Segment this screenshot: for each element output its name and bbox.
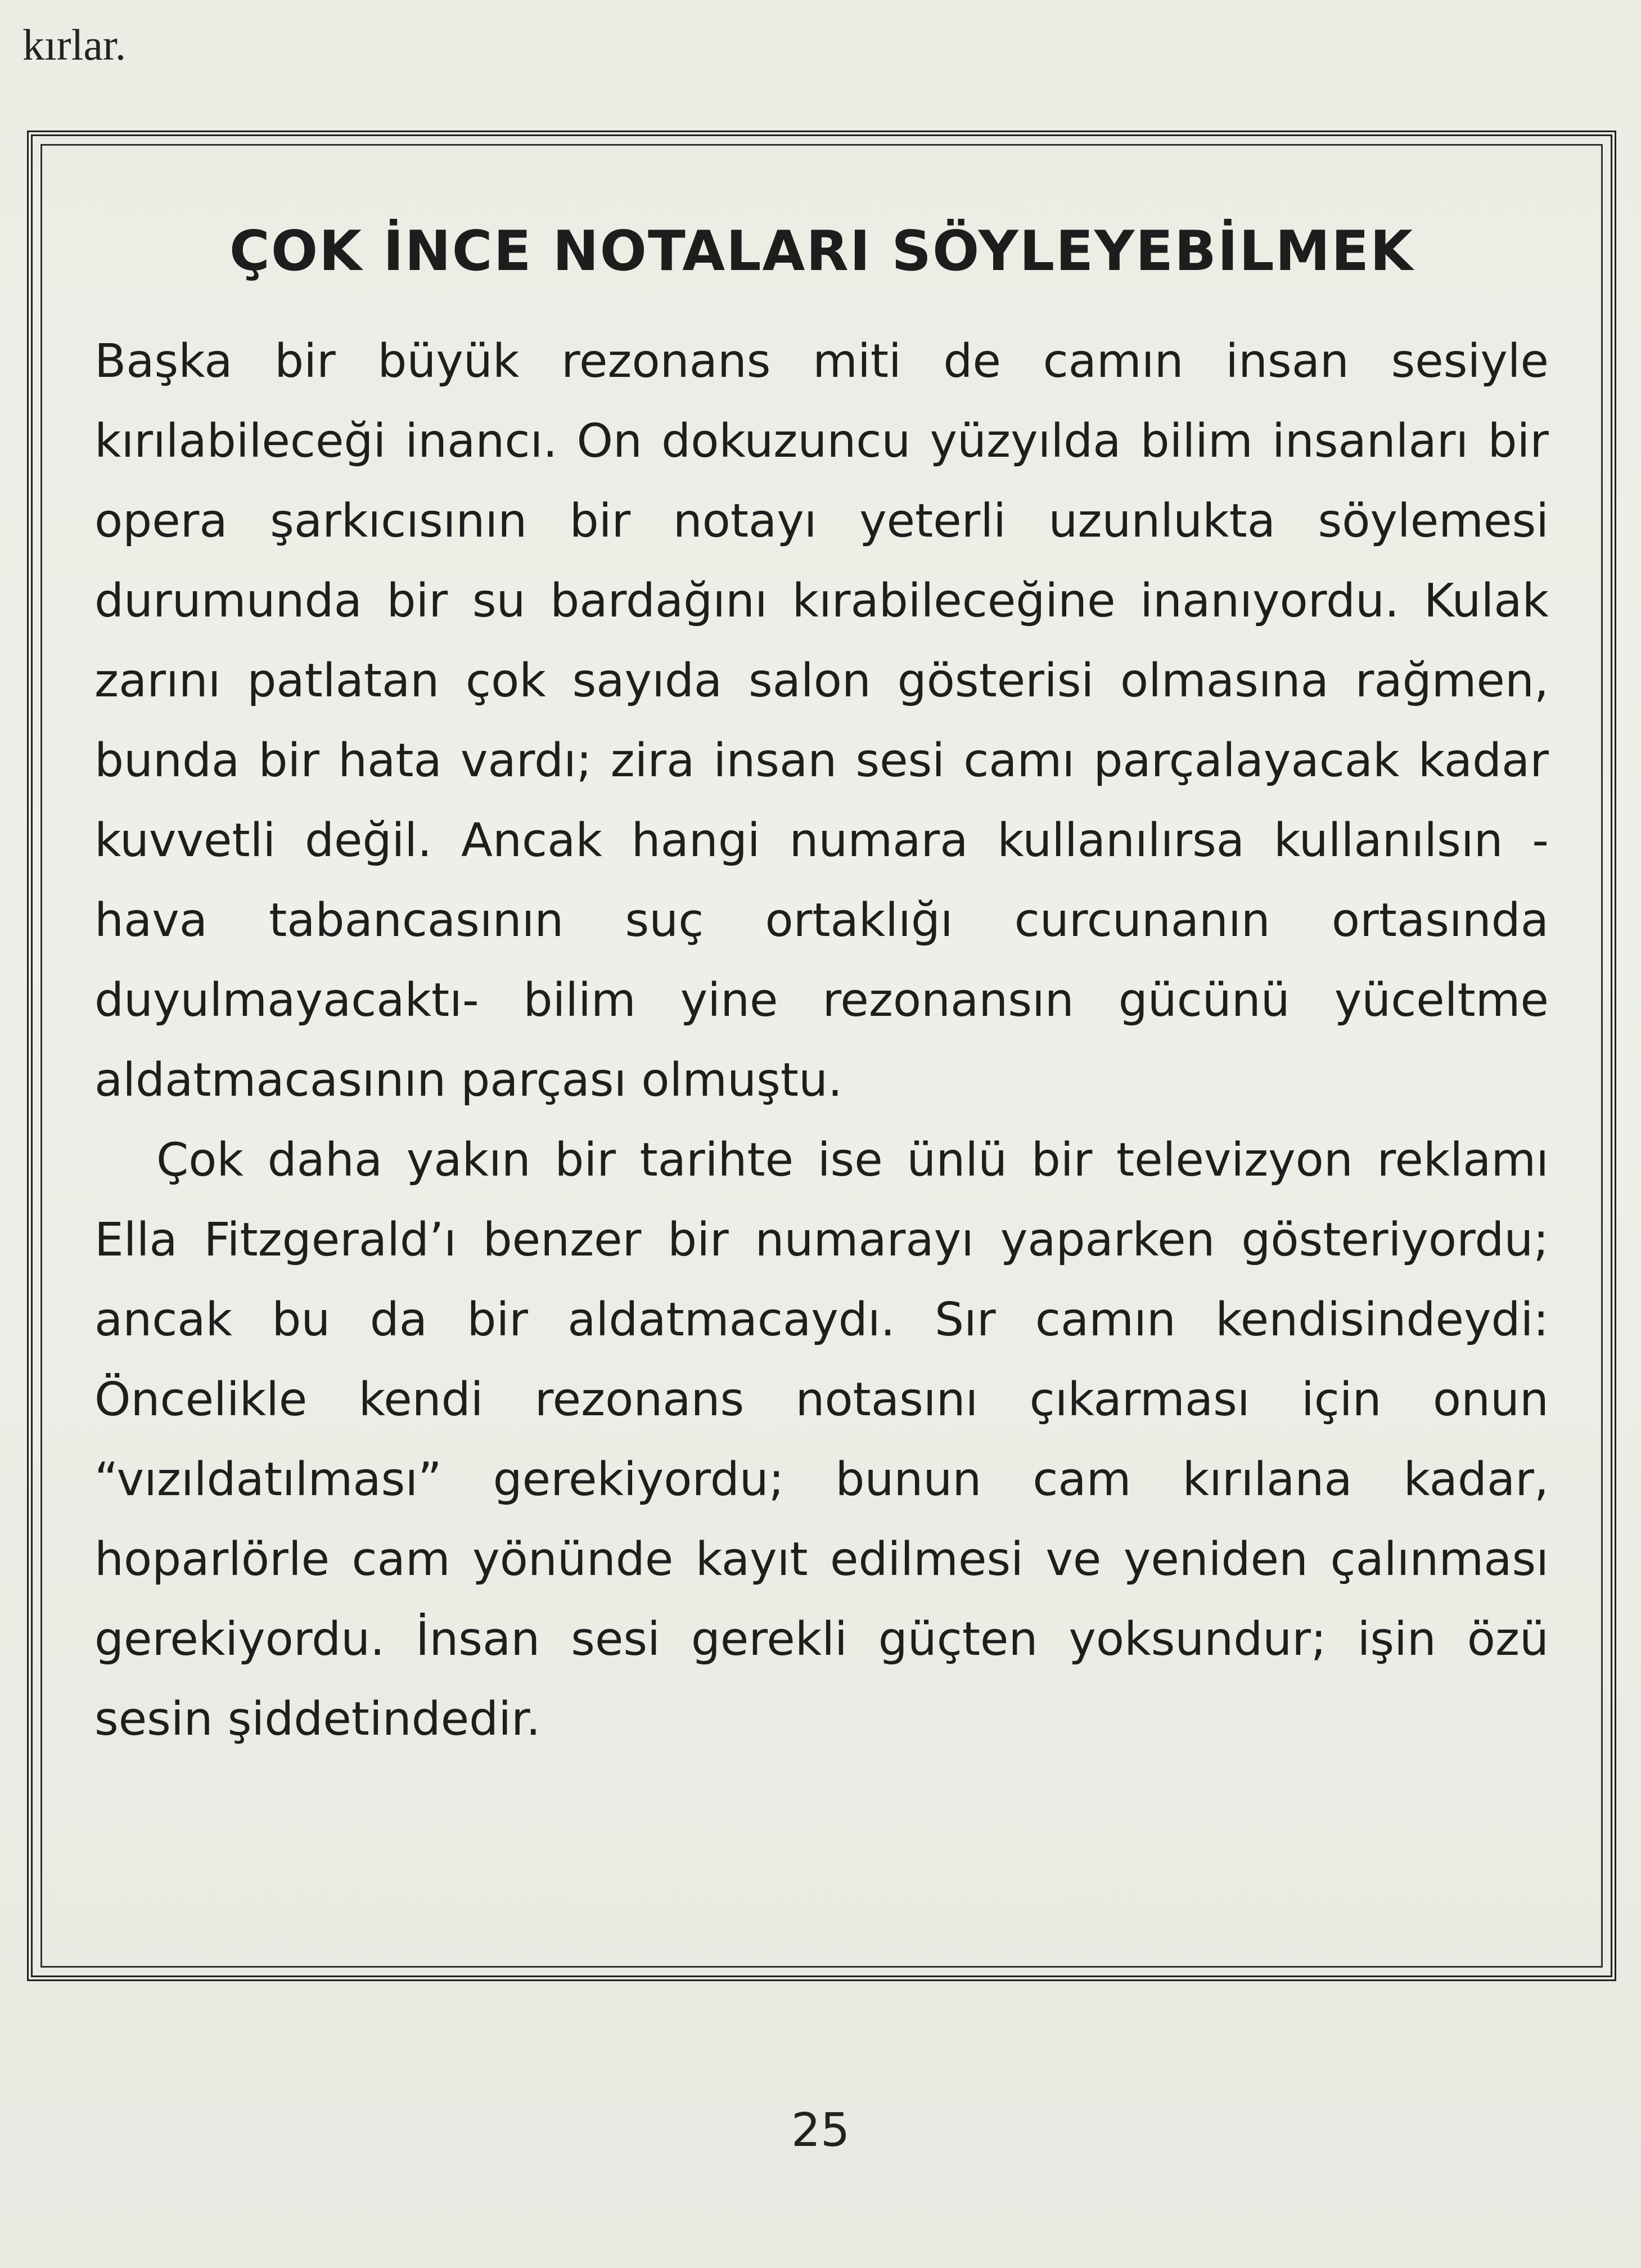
sidebar-paragraph: Çok daha yakın bir tarihte ise ünlü bir televizyon reklamı Ella Fitzgerald’ı benzer bir numarayı yaparken gösteriyordu; ancak bu da bir aldatmacaydı. Sır camın kendisindeydi: Öncelikle kendi rezonans notasını çıkarması için onun “vızıldatılması” gerekiyordu; bunun cam kırılana kadar, hoparlörle cam yönünde kayıt edilmesi ve yeniden çalınması gerekiyordu. İnsan sesi gerekli güçten yoksundur; işin özü sesin şiddetindedir. <box>94 1133 1549 1746</box>
sidebar-body <box>94 322 1549 1760</box>
sidebar-heading: ÇOK İNCE NOTALARI SÖYLEYEBİLMEK <box>229 219 1414 284</box>
page-number: 25 <box>791 2104 850 2157</box>
sidebar-box <box>27 130 1616 1981</box>
previous-paragraph-ending: kırlar. <box>22 20 127 69</box>
sidebar-paragraph: Başka bir büyük rezonans miti de camın insan sesiyle kırılabileceği inancı. On dokuzuncu yüzyılda bilim insanları bir opera şarkıcısının bir notayı yeterli uzunlukta söylemesi durumunda bir su bardağını kırabileceğine inanıyordu. Kulak zarını patlatan çok sayıda salon gösterisi olmasına rağmen, bunda bir hata vardı; zira insan sesi camı parçalayacak kadar kuvvetli değil. Ancak hangi numara kullanılırsa kullanılsın -hava tabancasının suç ortaklığı curcunanın ortasında duyulmayacaktı- bilim yine rezonansın gücünü yüceltme aldatmacasının parçası olmuştu. <box>94 335 1549 1107</box>
